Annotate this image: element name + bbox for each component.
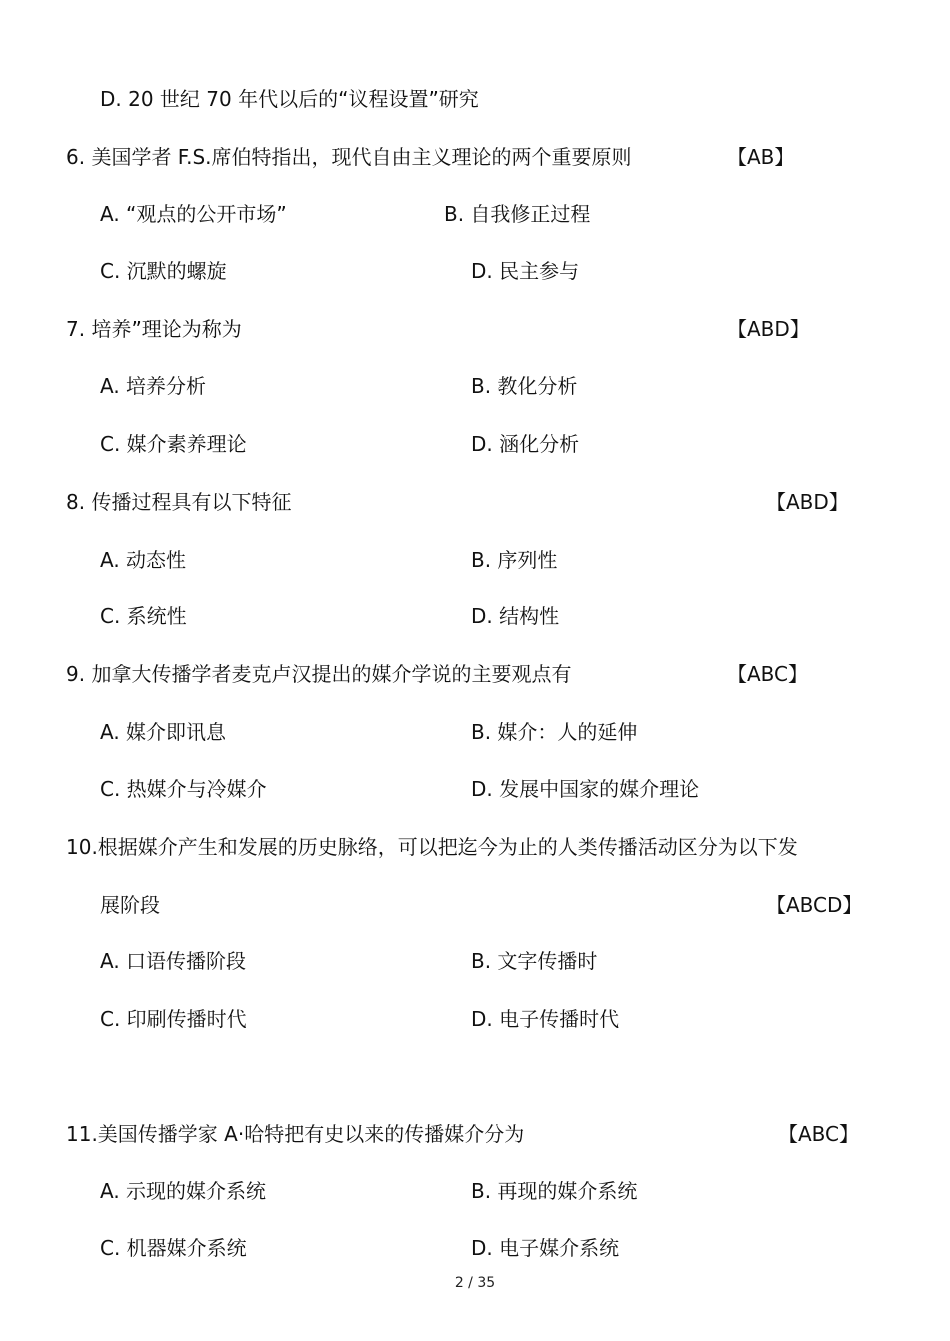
q9-answer: 【ABC】 (727, 662, 809, 686)
q6-stem: 6. 美国学者 F.S.席伯特指出，现代自由主义理论的两个重要原则 (66, 145, 632, 169)
q7-option-c: C. 媒介素养理论 (100, 432, 247, 456)
q9-option-b: B. 媒介：人的延伸 (471, 720, 638, 744)
q6-option-d: D. 民主参与 (471, 259, 580, 283)
q6-option-b: B. 自我修正过程 (444, 202, 591, 226)
q10-stem-line1: 10.根据媒介产生和发展的历史脉络，可以把迄今为止的人类传播活动区分为以下发 (66, 835, 798, 859)
q11-stem: 11.美国传播学家 A·哈特把有史以来的传播媒介分为 (66, 1122, 525, 1146)
q11-option-c: C. 机器媒介系统 (100, 1236, 247, 1260)
q9-stem: 9. 加拿大传播学者麦克卢汉提出的媒介学说的主要观点有 (66, 662, 572, 686)
q10-option-d: D. 电子传播时代 (471, 1007, 620, 1031)
q6-option-c: C. 沉默的螺旋 (100, 259, 227, 283)
page-indicator: 2 / 35 (454, 1275, 496, 1291)
q7-option-b: B. 教化分析 (471, 374, 578, 398)
q6-answer: 【AB】 (727, 145, 795, 169)
q11-answer: 【ABC】 (778, 1122, 860, 1146)
q10-option-c: C. 印刷传播时代 (100, 1007, 247, 1031)
q8-option-b: B. 序列性 (471, 548, 558, 572)
q10-stem-line2: 展阶段 (100, 893, 160, 917)
q7-answer: 【ABD】 (727, 317, 810, 341)
q7-option-d: D. 涵化分析 (471, 432, 580, 456)
q9-option-a: A. 媒介即讯息 (100, 720, 227, 744)
q8-answer: 【ABD】 (766, 490, 849, 514)
q8-option-c: C. 系统性 (100, 604, 187, 628)
q7-option-a: A. 培养分析 (100, 374, 207, 398)
q8-stem: 8. 传播过程具有以下特征 (66, 490, 292, 514)
q11-option-d: D. 电子媒介系统 (471, 1236, 620, 1260)
q10-option-a: A. 口语传播阶段 (100, 949, 247, 973)
q9-option-d: D. 发展中国家的媒介理论 (471, 777, 700, 801)
q9-option-c: C. 热媒介与冷媒介 (100, 777, 267, 801)
q10-answer: 【ABCD】 (766, 893, 863, 917)
q8-option-d: D. 结构性 (471, 604, 560, 628)
q5-option-d: D. 20 世纪 70 年代以后的“议程设置”研究 (100, 87, 479, 111)
q7-stem: 7. 培养”理论为称为 (66, 317, 242, 341)
q11-option-b: B. 再现的媒介系统 (471, 1179, 638, 1203)
q11-option-a: A. 示现的媒介系统 (100, 1179, 267, 1203)
q8-option-a: A. 动态性 (100, 548, 187, 572)
q10-option-b: B. 文字传播时 (471, 949, 598, 973)
q6-option-a: A. “观点的公开市场” (100, 202, 287, 226)
